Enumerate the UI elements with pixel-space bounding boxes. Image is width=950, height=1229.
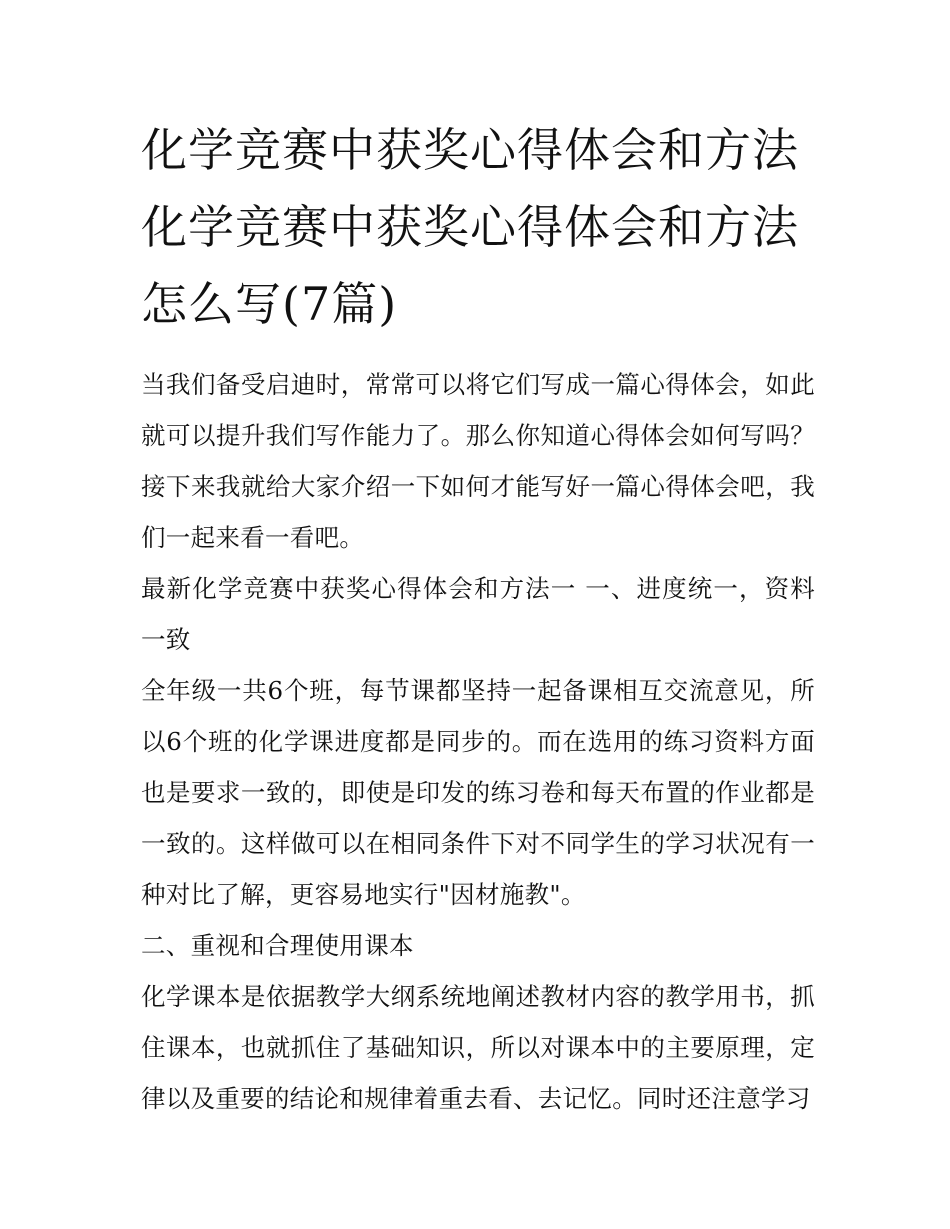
document-body [141, 359, 815, 1124]
intro-paragraph: 当我们备受启迪时，常常可以将它们写成一篇心得体会，如此就可以提升我们写作能力了。那么你知道心得体会如何写吗？接下来我就给大家介绍一下如何才能写好一篇心得体会吧，我们一起来看一看吧。 [141, 370, 815, 552]
body-paragraph: 化学课本是依据教学大纲系统地阐述教材内容的教学用书，抓住课本，也就抓住了基础知识，所以对课本中的主要原理，定律以及重要的结论和规律着重去看、去记忆。同时还注意学习 [141, 982, 815, 1113]
document-title: 化学竞赛中获奖心得体会和方法 化学竞赛中获奖心得体会和方法怎么写(7篇) [141, 123, 799, 331]
section-heading-1: 最新化学竞赛中获奖心得体会和方法一 一、进度统一，资料一致 [141, 574, 815, 654]
document-page [141, 112, 815, 1124]
body-paragraph: 全年级一共6个班，每节课都坚持一起备课相互交流意见，所以6个班的化学课进度都是同步的。而在选用的练习资料方面也是要求一致的，即使是印发的练习卷和每天布置的作业都是一致的。这样做可以在相同条件下对不同学生的学习状况有一种对比了解，更容易地实行"因材施教"。 [141, 676, 815, 909]
section-heading-2: 二、重视和合理使用课本 [141, 931, 414, 960]
